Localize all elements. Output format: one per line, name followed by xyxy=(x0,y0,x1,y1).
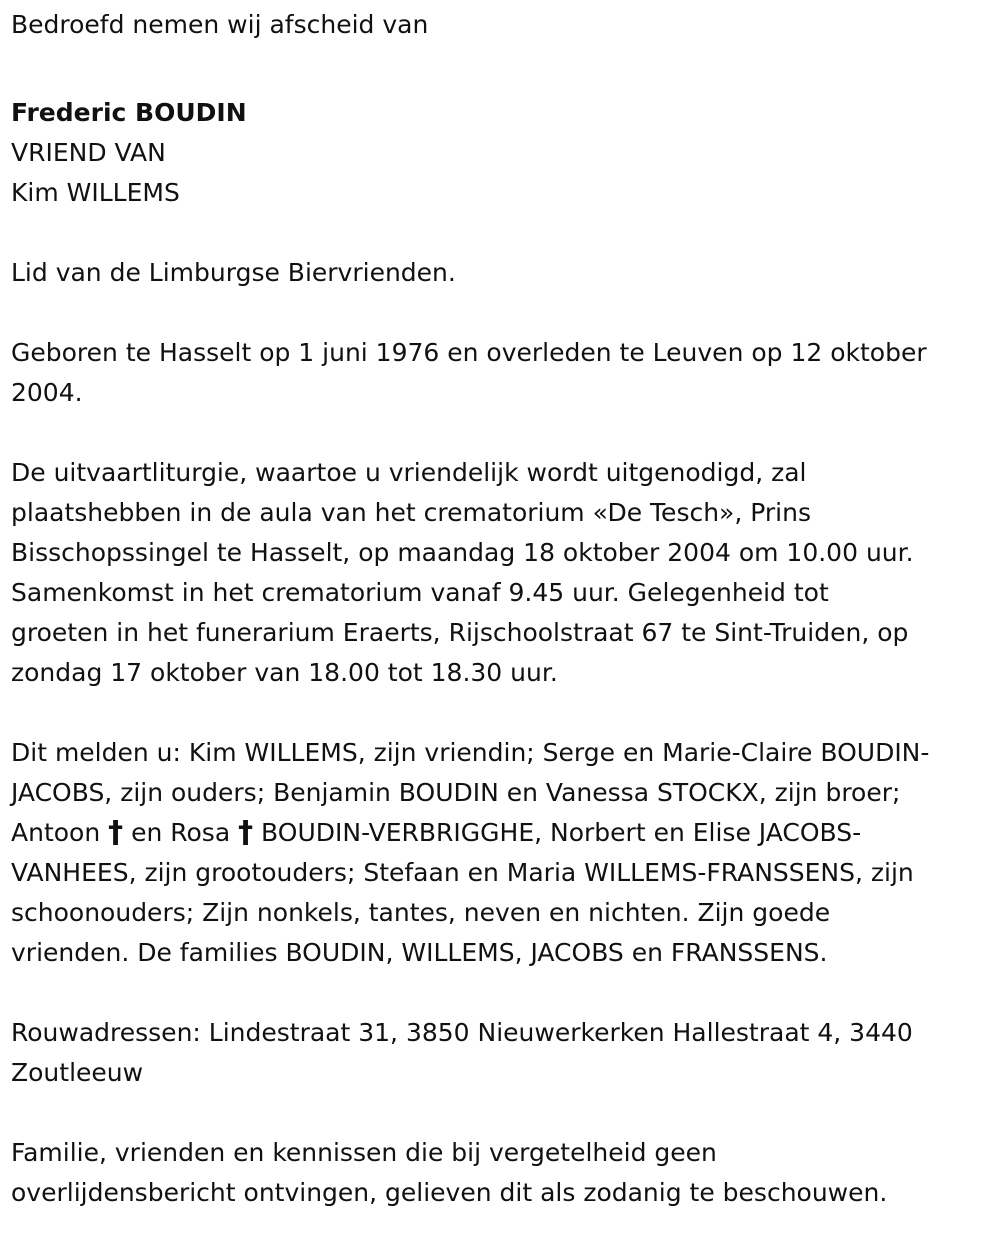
text-fragment: BOUDIN-VERBRIGGHE, Norbert en Elise JACOBS- xyxy=(253,818,862,847)
spacer xyxy=(11,1093,986,1133)
text-fragment: en Rosa xyxy=(123,818,239,847)
paragraph-line: Geboren te Hasselt op 1 juni 1976 en overleden te Leuven op 12 oktober xyxy=(11,338,927,367)
obituary-notice xyxy=(11,5,986,1213)
paragraph-line: schoonouders; Zijn nonkels, tantes, neven en nichten. Zijn goede xyxy=(11,898,831,927)
ceremony-paragraph xyxy=(11,453,986,693)
paragraph-line xyxy=(11,813,986,853)
spacer xyxy=(11,45,986,85)
paragraph-line: Zoutleeuw xyxy=(11,1058,144,1087)
paragraph-line: Rouwadressen: Lindestraat 31, 3850 Nieuwerkerken Hallestraat 4, 3440 xyxy=(11,1018,913,1047)
spacer xyxy=(11,293,986,333)
spacer xyxy=(11,973,986,1013)
relation-text: VRIEND VAN xyxy=(11,138,166,167)
paragraph-line: plaatshebben in de aula van het crematorium «De Tesch», Prins xyxy=(11,498,811,527)
cross-icon: † xyxy=(108,815,124,850)
intro-text: Bedroefd nemen wij afscheid van xyxy=(11,10,429,39)
paragraph-line: Familie, vrienden en kennissen die bij vergetelheid geen xyxy=(11,1138,717,1167)
paragraph-line: VANHEES, zijn grootouders; Stefaan en Maria WILLEMS-FRANSSENS, zijn xyxy=(11,858,914,887)
text-fragment: Antoon xyxy=(11,818,109,847)
paragraph-line: overlijdensbericht ontvingen, gelieven dit als zodanig te beschouwen. xyxy=(11,1178,888,1207)
announcers-paragraph xyxy=(11,733,986,973)
spacer xyxy=(11,693,986,733)
paragraph-line: Samenkomst in het crematorium vanaf 9.45 uur. Gelegenheid tot xyxy=(11,578,829,607)
membership-text: Lid van de Limburgse Biervrienden. xyxy=(11,258,456,287)
paragraph-line: zondag 17 oktober van 18.00 tot 18.30 uur. xyxy=(11,658,558,687)
addresses-paragraph xyxy=(11,1013,986,1093)
paragraph-line: Dit melden u: Kim WILLEMS, zijn vriendin; Serge en Marie-Claire BOUDIN- xyxy=(11,738,930,767)
birth-death-paragraph xyxy=(11,333,986,413)
paragraph-line: JACOBS, zijn ouders; Benjamin BOUDIN en Vanessa STOCKX, zijn broer; xyxy=(11,778,901,807)
spacer xyxy=(11,213,986,253)
paragraph-line: groeten in het funerarium Eraerts, Rijschoolstraat 67 te Sint-Truiden, op xyxy=(11,618,909,647)
deceased-name: Frederic BOUDIN xyxy=(11,98,247,127)
spacer xyxy=(11,413,986,453)
closing-paragraph xyxy=(11,1133,986,1213)
paragraph-line: 2004. xyxy=(11,378,83,407)
paragraph-line: Bisschopssingel te Hasselt, op maandag 18 oktober 2004 om 10.00 uur. xyxy=(11,538,914,567)
partner-name: Kim WILLEMS xyxy=(11,178,180,207)
paragraph-line: vrienden. De families BOUDIN, WILLEMS, JACOBS en FRANSSENS. xyxy=(11,938,828,967)
paragraph-line: De uitvaartliturgie, waartoe u vriendelijk wordt uitgenodigd, zal xyxy=(11,458,807,487)
cross-icon: † xyxy=(238,815,254,850)
